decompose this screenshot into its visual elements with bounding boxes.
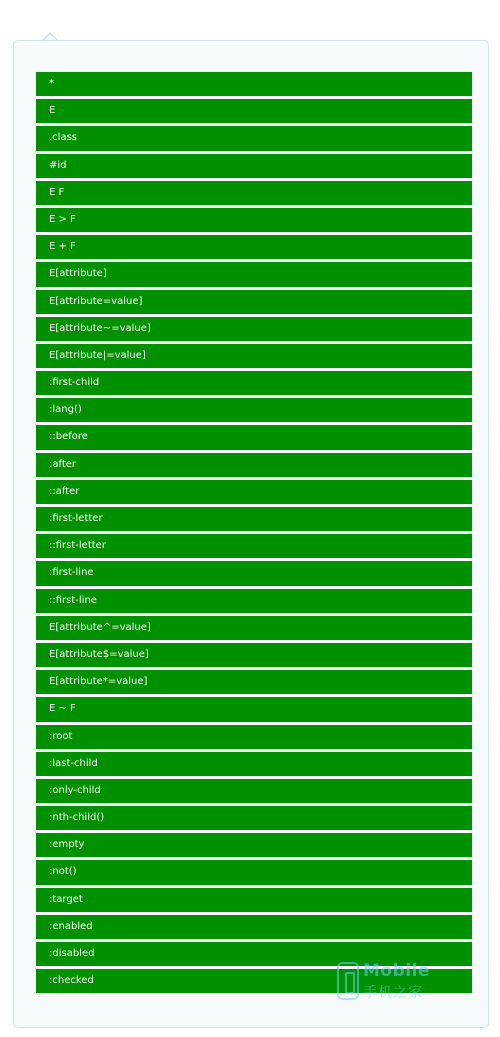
selector-item[interactable]: E[attribute^=value] <box>36 616 472 640</box>
selector-item[interactable]: :first-line <box>36 561 472 585</box>
selector-item[interactable]: :last-child <box>36 752 472 776</box>
selector-item[interactable]: :after <box>36 453 472 477</box>
selector-item[interactable]: :checked <box>36 969 472 993</box>
selector-item[interactable]: :enabled <box>36 915 472 939</box>
selector-item[interactable]: :nth-child() <box>36 806 472 830</box>
selector-item[interactable]: E > F <box>36 208 472 232</box>
selector-item[interactable]: E ~ F <box>36 697 472 721</box>
selector-item[interactable]: :lang() <box>36 398 472 422</box>
selector-item[interactable]: E[attribute|=value] <box>36 344 472 368</box>
selector-item[interactable]: :first-child <box>36 371 472 395</box>
selector-item[interactable]: ::before <box>36 425 472 449</box>
selector-item[interactable]: :empty <box>36 833 472 857</box>
selector-item[interactable]: :only-child <box>36 779 472 803</box>
selector-item[interactable]: :root <box>36 725 472 749</box>
selector-item[interactable]: E[attribute] <box>36 262 472 286</box>
selector-item[interactable]: #id <box>36 154 472 178</box>
selector-item[interactable]: E <box>36 99 472 123</box>
selector-item[interactable]: E + F <box>36 235 472 259</box>
selector-item[interactable]: E[attribute$=value] <box>36 643 472 667</box>
selector-item[interactable]: .class <box>36 126 472 150</box>
selector-item[interactable]: ::first-letter <box>36 534 472 558</box>
selector-item[interactable]: :disabled <box>36 942 472 966</box>
selector-item[interactable]: E[attribute=value] <box>36 290 472 314</box>
watermark-brand: Mobile <box>363 961 430 981</box>
selector-item[interactable]: E[attribute*=value] <box>36 670 472 694</box>
watermark-brand-cn: 手机之家 <box>363 985 423 1001</box>
selector-item[interactable]: :target <box>36 888 472 912</box>
selector-item[interactable]: ::first-line <box>36 589 472 613</box>
selector-item[interactable]: * <box>36 72 472 96</box>
selector-item[interactable]: :first-letter <box>36 507 472 531</box>
selector-item[interactable]: :not() <box>36 860 472 884</box>
selector-item[interactable]: E F <box>36 181 472 205</box>
selector-item[interactable]: E[attribute~=value] <box>36 317 472 341</box>
selector-item[interactable]: ::after <box>36 480 472 504</box>
selector-list <box>36 72 472 996</box>
